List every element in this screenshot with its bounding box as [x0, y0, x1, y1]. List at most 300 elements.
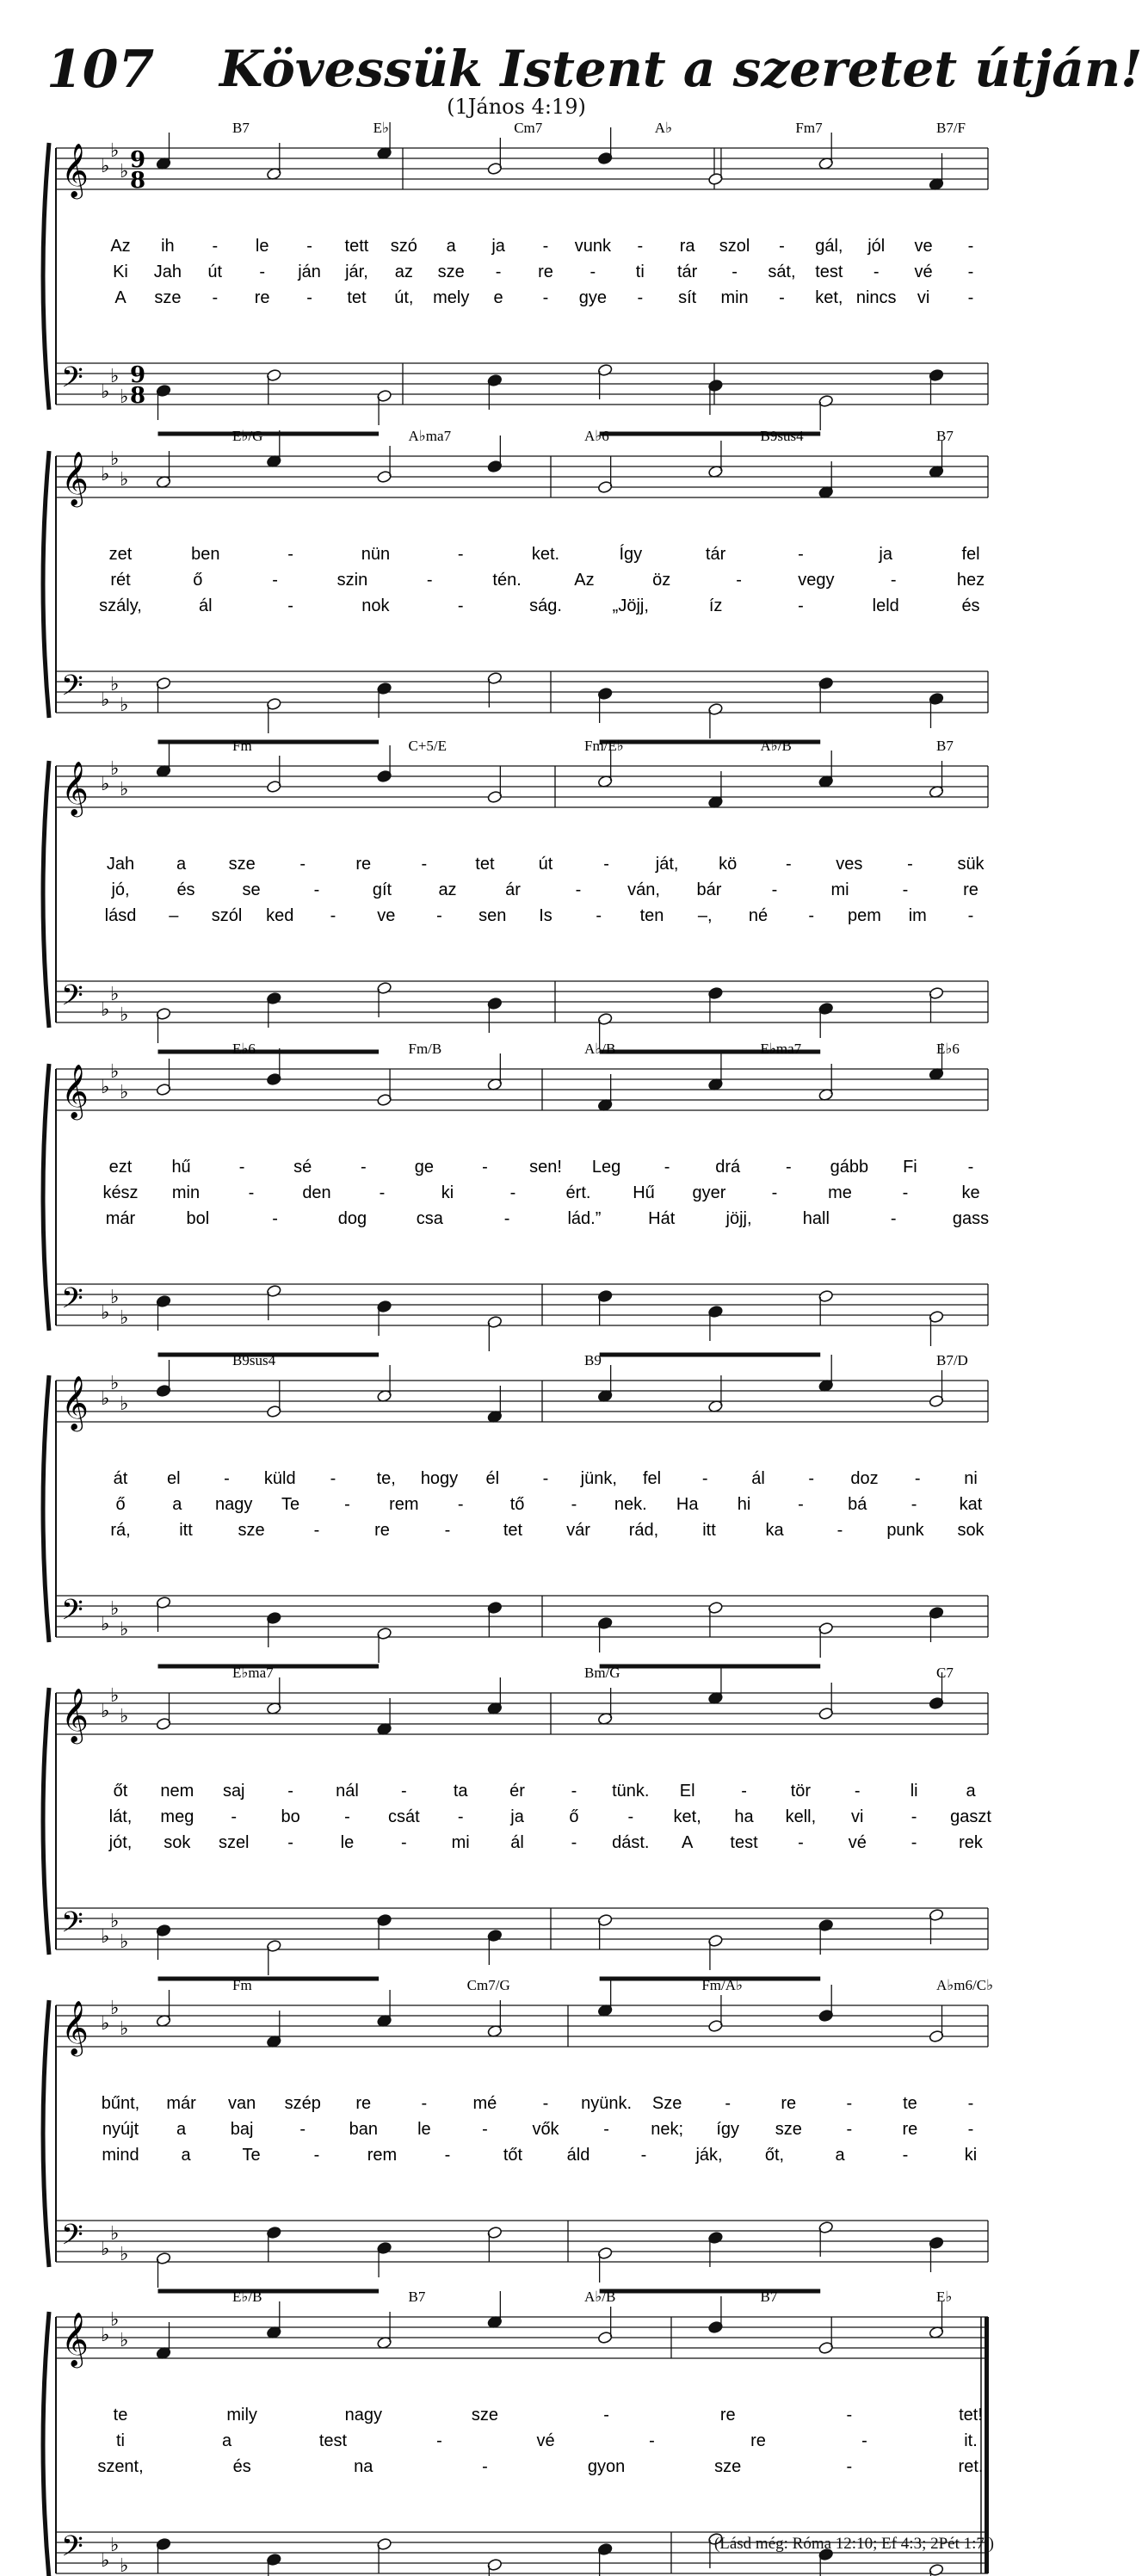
lyric-syllable: nek; — [651, 2120, 684, 2139]
lyric-syllable: ezt — [108, 1158, 133, 1177]
lyric-syllable: bá — [848, 1495, 867, 1514]
lyric-syllable: nek. — [614, 1495, 647, 1514]
chord-symbol: E♭/G — [232, 428, 263, 444]
syllable-hyphen: - — [259, 263, 266, 281]
lyric-syllable: gább — [830, 1158, 869, 1177]
key-flat: ♭ — [120, 2330, 129, 2351]
chord-symbol: E♭6 — [936, 1041, 960, 1057]
lyric-syllable: Az — [574, 571, 595, 590]
system-brace — [43, 451, 49, 718]
lyric-syllable: pem — [848, 906, 881, 925]
syllable-hyphen: - — [854, 1782, 861, 1801]
chord-symbol: B7 — [936, 428, 954, 444]
lyric-syllable: már — [166, 2094, 196, 2113]
lyric-syllable: jót, — [108, 1833, 133, 1852]
lyric-syllable: íz — [708, 596, 723, 615]
syllable-hyphen: - — [238, 1158, 245, 1177]
chord-symbol: Cm7 — [514, 120, 543, 136]
chord-symbol: A♭ma7 — [408, 428, 452, 444]
lyric-syllable: ő — [115, 1495, 126, 1514]
treble-clef: 𝄞 — [61, 2312, 89, 2366]
lyric-syllable: li — [910, 1782, 918, 1801]
syllable-hyphen: - — [808, 906, 815, 925]
lyric-syllable: Hát — [648, 1209, 676, 1228]
lyric-syllable: nál — [336, 1782, 359, 1801]
lyric-syllable: ka — [765, 1521, 784, 1540]
syllable-hyphen: - — [482, 1158, 488, 1177]
lyric-syllable: szin — [336, 571, 368, 590]
system-brace — [43, 761, 49, 1028]
system-brace — [43, 1064, 49, 1331]
key-flat: ♭ — [110, 1685, 120, 1707]
syllable-hyphen: - — [299, 855, 306, 874]
key-flat: ♭ — [110, 984, 120, 1005]
lyric-syllable: re — [963, 880, 978, 899]
treble-clef: 𝄞 — [61, 2000, 89, 2054]
key-flat: ♭ — [101, 1926, 110, 1948]
lyric-syllable: ket. — [531, 545, 560, 564]
lyric-syllable: az — [394, 263, 413, 281]
lyric-syllable: így — [716, 2120, 740, 2139]
lyric-syllable: re — [902, 2120, 918, 2139]
chord-symbol: Fm7 — [795, 120, 823, 136]
lyric-syllable: a — [835, 2146, 845, 2165]
treble-clef: 𝄞 — [61, 761, 89, 815]
treble-clef: 𝄞 — [61, 1375, 89, 1430]
syllable-hyphen: - — [664, 1158, 670, 1177]
lyric-syllable: sze — [714, 2457, 742, 2476]
lyric-syllable: ben — [191, 545, 220, 564]
lyric-syllable: út — [538, 855, 553, 874]
lyric-syllable: ra — [679, 237, 695, 256]
syllable-hyphen: - — [808, 1469, 815, 1488]
lyric-syllable: rem — [367, 2146, 398, 2165]
lyric-syllable: Jah — [153, 263, 182, 281]
bass-clef: 𝄢 — [61, 1282, 83, 1322]
key-flat: ♭ — [101, 1701, 110, 1722]
key-flat: ♭ — [120, 1393, 129, 1415]
key-flat: ♭ — [120, 695, 129, 716]
syllable-hyphen: - — [967, 1158, 974, 1177]
lyric-syllable: ál — [199, 596, 213, 615]
syllable-hyphen: - — [571, 1782, 577, 1801]
lyric-syllable: mely — [433, 288, 470, 307]
lyric-syllable: rek — [959, 1833, 983, 1852]
chord-symbol: A♭ — [654, 120, 673, 136]
lyric-syllable: né — [748, 906, 769, 925]
chord-symbol: B7/F — [936, 120, 966, 136]
lyric-syllable: a — [221, 2431, 232, 2450]
lyric-syllable: jól — [867, 237, 886, 256]
key-flat: ♭ — [101, 2013, 110, 2035]
lyric-syllable: mily — [226, 2406, 257, 2425]
lyric-syllable: te — [113, 2406, 128, 2425]
lyric-syllable: tár — [676, 263, 698, 281]
syllable-hyphen: - — [231, 1807, 238, 1826]
syllable-hyphen: - — [914, 1469, 921, 1488]
lyric-syllable: szol — [719, 237, 750, 256]
lyric-syllable: vunk — [574, 237, 612, 256]
lyric-syllable: vegy — [798, 571, 835, 590]
system-brace — [43, 2312, 49, 2576]
lyric-syllable: ál — [751, 1469, 765, 1488]
key-flat: ♭ — [120, 2018, 129, 2040]
syllable-hyphen: - — [785, 855, 792, 874]
key-flat: ♭ — [101, 999, 110, 1021]
lyric-syllable: bár — [696, 880, 722, 899]
syllable-hyphen: - — [603, 2120, 609, 2139]
key-flat: ♭ — [120, 161, 129, 182]
lyric-syllable: szent, — [97, 2457, 144, 2476]
lyric-syllable: re — [750, 2431, 766, 2450]
syllable-hyphen: - — [907, 855, 913, 874]
syllable-hyphen: - — [344, 1495, 350, 1514]
treble-clef: 𝄞 — [61, 1688, 89, 1742]
syllable-hyphen: - — [596, 906, 602, 925]
system-brace — [43, 2000, 49, 2267]
lyric-syllable: lát, — [108, 1807, 133, 1826]
lyric-syllable: őt, — [764, 2146, 785, 2165]
lyric-syllable: tett — [344, 237, 369, 256]
syllable-hyphen: - — [444, 1521, 451, 1540]
lyric-syllable: re — [355, 2094, 372, 2113]
lyric-syllable: vé — [536, 2431, 555, 2450]
lyric-syllable: gye — [578, 288, 608, 307]
syllable-hyphen: - — [457, 1495, 464, 1514]
lyric-syllable: sé — [293, 1158, 312, 1177]
syllable-hyphen: - — [212, 237, 219, 256]
syllable-hyphen: - — [785, 1158, 792, 1177]
lyric-syllable: ál — [510, 1833, 524, 1852]
chord-symbol: Fm/A♭ — [701, 1977, 744, 1993]
key-flat: ♭ — [120, 2244, 129, 2265]
lyric-syllable: ve — [377, 906, 396, 925]
chord-symbol: Bm/G — [584, 1665, 620, 1681]
lyric-syllable: fel — [642, 1469, 662, 1488]
lyric-syllable: szel — [218, 1833, 250, 1852]
lyric-syllable: kész — [102, 1183, 139, 1202]
key-flat: ♭ — [110, 1598, 120, 1620]
syllable-hyphen: - — [330, 1469, 336, 1488]
syllable-hyphen: - — [967, 906, 974, 925]
bass-clef: 𝄢 — [61, 2530, 83, 2570]
key-flat: ♭ — [110, 1061, 120, 1083]
syllable-hyphen: - — [967, 263, 974, 281]
lyric-syllable: a — [176, 855, 187, 874]
lyric-syllable: sze — [775, 2120, 802, 2139]
syllable-hyphen: - — [436, 906, 442, 925]
lyric-syllable: tünk. — [612, 1782, 650, 1801]
system-1 — [43, 122, 988, 434]
syllable-hyphen: - — [846, 2406, 853, 2425]
key-flat: ♭ — [101, 774, 110, 795]
syllable-hyphen: - — [725, 2094, 731, 2113]
lyric-syllable: A — [114, 288, 127, 307]
syllable-hyphen: - — [421, 855, 428, 874]
syllable-hyphen: - — [571, 1495, 577, 1514]
lyric-syllable: ság. — [529, 596, 562, 615]
lyric-syllable: ki — [964, 2146, 978, 2165]
lyric-syllable: te — [903, 2094, 917, 2113]
lyric-syllable: a — [966, 1782, 976, 1801]
syllable-hyphen: - — [542, 2094, 549, 2113]
lyric-syllable: Te — [242, 2146, 261, 2165]
lyric-syllable: Az — [110, 237, 131, 256]
lyric-syllable: csát — [387, 1807, 420, 1826]
lyric-syllable: tet — [347, 288, 367, 307]
lyric-syllable: fel — [961, 545, 980, 564]
chord-symbol: B9sus4 — [232, 1352, 276, 1368]
syllable-hyphen: - — [313, 1521, 320, 1540]
lyric-syllable: Leg — [591, 1158, 621, 1177]
lyric-syllable: sük — [957, 855, 985, 874]
lyric-syllable: a — [446, 237, 456, 256]
lyric-syllable: szól — [211, 906, 243, 925]
syllable-hyphen: - — [482, 2120, 488, 2139]
lyric-syllable: test — [318, 2431, 348, 2450]
lyric-syllable: Is — [539, 906, 552, 925]
lyric-syllable: már — [105, 1209, 136, 1228]
lyric-syllable: Hű — [633, 1183, 655, 1202]
key-flat: ♭ — [110, 2223, 120, 2245]
lyric-syllable: punk — [886, 1521, 924, 1540]
lyric-syllable: ket, — [815, 288, 843, 307]
lyric-syllable: és — [232, 2457, 251, 2476]
syllable-hyphen: - — [272, 1209, 278, 1228]
system-8 — [43, 2291, 989, 2576]
time-signature-top: 9 — [129, 362, 146, 388]
syllable-hyphen: - — [798, 1495, 804, 1514]
lyric-syllable: hez — [956, 571, 985, 590]
lyric-syllable: el — [166, 1469, 181, 1488]
lyric-syllable: jöjj, — [725, 1209, 752, 1228]
chord-symbol: E♭/B — [232, 2289, 262, 2305]
syllable-hyphen: - — [212, 288, 219, 307]
lyric-syllable: mi — [451, 1833, 470, 1852]
syllable-hyphen: - — [836, 1521, 843, 1540]
syllable-hyphen: - — [248, 1183, 255, 1202]
lyric-syllable: nem — [160, 1782, 194, 1801]
lyric-syllable: szép — [284, 2094, 321, 2113]
syllable-hyphen: - — [421, 2094, 428, 2113]
syllable-hyphen: - — [911, 1807, 917, 1826]
key-flat: ♭ — [101, 689, 110, 711]
lyric-syllable: drá — [715, 1158, 741, 1177]
syllable-hyphen: - — [649, 2431, 655, 2450]
lyric-syllable: ján — [298, 263, 321, 281]
syllable-hyphen: - — [426, 571, 433, 590]
syllable-hyphen: - — [542, 1469, 549, 1488]
lyric-syllable: ked — [266, 906, 294, 925]
scripture-reference: (1János 4:19) — [447, 95, 586, 119]
lyric-syllable: re — [538, 263, 553, 281]
lyric-syllable: doz — [850, 1469, 879, 1488]
syllable-hyphen: - — [457, 1807, 464, 1826]
lyric-syllable: itt — [702, 1521, 716, 1540]
syllable-hyphen: - — [575, 880, 582, 899]
lyric-syllable: bol — [186, 1209, 210, 1228]
bass-clef: 𝄢 — [61, 1906, 83, 1946]
lyric-syllable: ti — [635, 263, 645, 281]
syllable-hyphen: - — [798, 1833, 804, 1852]
syllable-hyphen: - — [779, 237, 785, 256]
lyric-syllable: ge — [414, 1158, 434, 1177]
bass-clef: 𝄢 — [61, 670, 83, 709]
lyric-syllable: és — [961, 596, 980, 615]
lyric-syllable: öz — [652, 571, 671, 590]
lyric-syllable: ban — [349, 2120, 378, 2139]
lyric-syllable: jó, — [111, 880, 130, 899]
lyric-syllable: tör — [790, 1782, 812, 1801]
song-number: 107 — [46, 40, 155, 100]
chord-symbol: A♭/B — [584, 2289, 616, 2305]
syllable-hyphen: - — [344, 1807, 350, 1826]
lyric-syllable: szály, — [99, 596, 142, 615]
system-brace — [43, 143, 49, 410]
syllable-hyphen: - — [627, 1807, 634, 1826]
chord-symbol: A♭m6/C♭ — [936, 1977, 994, 1993]
lyric-syllable: bűnt, — [101, 2094, 140, 2113]
time-signature-top: 9 — [129, 147, 146, 173]
lyric-syllable: gyer — [692, 1183, 726, 1202]
key-flat: ♭ — [120, 779, 129, 800]
treble-clef: 𝄞 — [61, 143, 89, 197]
lyric-syllable: ja — [879, 545, 892, 564]
lyric-syllable: zet — [108, 545, 133, 564]
time-signature-bottom: 8 — [129, 383, 146, 409]
lyric-syllable: it. — [964, 2431, 978, 2450]
key-flat: ♭ — [110, 2535, 120, 2556]
lyric-syllable: vi — [851, 1807, 864, 1826]
lyric-syllable: ját, — [655, 855, 679, 874]
key-flat: ♭ — [110, 140, 120, 162]
lyric-syllable: ta — [453, 1782, 468, 1801]
syllable-hyphen: - — [902, 1183, 909, 1202]
lyric-syllable: rem — [389, 1495, 419, 1514]
lyric-syllable: vi — [917, 288, 930, 307]
syllable-hyphen: - — [846, 2120, 853, 2139]
lyric-syllable: –, — [697, 906, 713, 925]
lyric-syllable: se — [242, 880, 261, 899]
song-title: Kövessük Istent a szeretet útján! — [219, 40, 1142, 98]
bass-clef: 𝄢 — [61, 2219, 83, 2258]
syllable-hyphen: - — [299, 2120, 306, 2139]
lyric-syllable: ve — [914, 237, 933, 256]
chord-symbol: A♭6 — [584, 428, 609, 444]
lyric-syllable: le — [417, 2120, 431, 2139]
syllable-hyphen: - — [846, 2457, 853, 2476]
key-flat: ♭ — [120, 1004, 129, 1026]
syllable-hyphen: - — [287, 1833, 293, 1852]
bass-clef: 𝄢 — [61, 979, 83, 1019]
key-flat: ♭ — [110, 1911, 120, 1932]
bass-clef: 𝄢 — [61, 361, 83, 401]
syllable-hyphen: - — [846, 2094, 853, 2113]
system-brace — [43, 1375, 49, 1642]
lyric-syllable: sok — [957, 1521, 985, 1540]
lyric-syllable: tő — [509, 1495, 525, 1514]
lyric-syllable: ja — [510, 1807, 524, 1826]
syllable-hyphen: - — [861, 2431, 867, 2450]
lyric-syllable: nün — [361, 545, 391, 564]
lyric-syllable: sít — [678, 288, 697, 307]
syllable-hyphen: - — [590, 263, 596, 281]
syllable-hyphen: - — [911, 1495, 917, 1514]
lyric-syllable: gass — [952, 1209, 990, 1228]
lyric-syllable: vár — [566, 1521, 590, 1540]
chord-symbol: E♭ — [373, 120, 390, 136]
syllable-hyphen: - — [967, 288, 974, 307]
lyric-syllable: Ha — [676, 1495, 699, 1514]
lyric-syllable: le — [255, 237, 269, 256]
lyric-syllable: gál, — [815, 237, 843, 256]
syllable-hyphen: - — [330, 906, 336, 925]
lyric-syllable: a — [172, 1495, 182, 1514]
syllable-hyphen: - — [967, 237, 974, 256]
lyric-syllable: baj — [230, 2120, 254, 2139]
syllable-hyphen: - — [902, 880, 909, 899]
lyric-syllable: ő — [569, 1807, 579, 1826]
lyric-syllable: test — [815, 263, 843, 281]
lyric-syllable: re — [781, 2094, 797, 2113]
lyric-syllable: sze — [471, 2406, 498, 2425]
syllable-hyphen: - — [457, 545, 464, 564]
syllable-hyphen: - — [637, 237, 644, 256]
lyric-syllable: Fi — [903, 1158, 917, 1177]
key-flat: ♭ — [101, 464, 110, 485]
syllable-hyphen: - — [603, 855, 609, 874]
lyric-syllable: mind — [102, 2146, 139, 2165]
key-flat: ♭ — [110, 1287, 120, 1308]
chord-symbol: Fm/E♭ — [584, 738, 624, 754]
lyric-syllable: tet! — [959, 2406, 983, 2425]
system-brace — [43, 1688, 49, 1955]
key-flat: ♭ — [120, 2555, 129, 2576]
syllable-hyphen: - — [542, 237, 549, 256]
key-flat: ♭ — [120, 1307, 129, 1329]
chord-symbol: B7/D — [936, 1352, 968, 1368]
chord-symbol: Cm7/G — [466, 1977, 510, 1993]
lyric-syllable: kell, — [785, 1807, 817, 1826]
lyric-syllable: ki — [441, 1183, 454, 1202]
key-flat: ♭ — [101, 1614, 110, 1635]
lyric-syllable: nagy — [344, 2406, 382, 2425]
syllable-hyphen: - — [482, 2457, 488, 2476]
syllable-hyphen: - — [890, 1209, 897, 1228]
chord-symbol: B9sus4 — [760, 428, 804, 444]
syllable-hyphen: - — [640, 2146, 647, 2165]
syllable-hyphen: - — [400, 1833, 407, 1852]
lyric-syllable: A — [681, 1833, 694, 1852]
key-flat: ♭ — [110, 1998, 120, 2019]
key-flat: ♭ — [110, 674, 120, 695]
syllable-hyphen: - — [542, 288, 549, 307]
lyric-syllable: van — [228, 2094, 256, 2113]
treble-clef: 𝄞 — [61, 451, 89, 505]
key-flat: ♭ — [101, 1077, 110, 1098]
syllable-hyphen: - — [495, 263, 502, 281]
syllable-hyphen: - — [509, 1183, 516, 1202]
syllable-hyphen: - — [313, 2146, 320, 2165]
lyric-syllable: min — [171, 1183, 201, 1202]
syllable-hyphen: - — [779, 288, 785, 307]
key-flat: ♭ — [101, 2239, 110, 2260]
lyric-syllable: Jah — [106, 855, 135, 874]
key-flat: ♭ — [120, 1082, 129, 1103]
lyric-syllable: itt — [179, 1521, 193, 1540]
lyric-syllable: leld — [872, 596, 899, 615]
lyric-syllable: den — [302, 1183, 331, 1202]
